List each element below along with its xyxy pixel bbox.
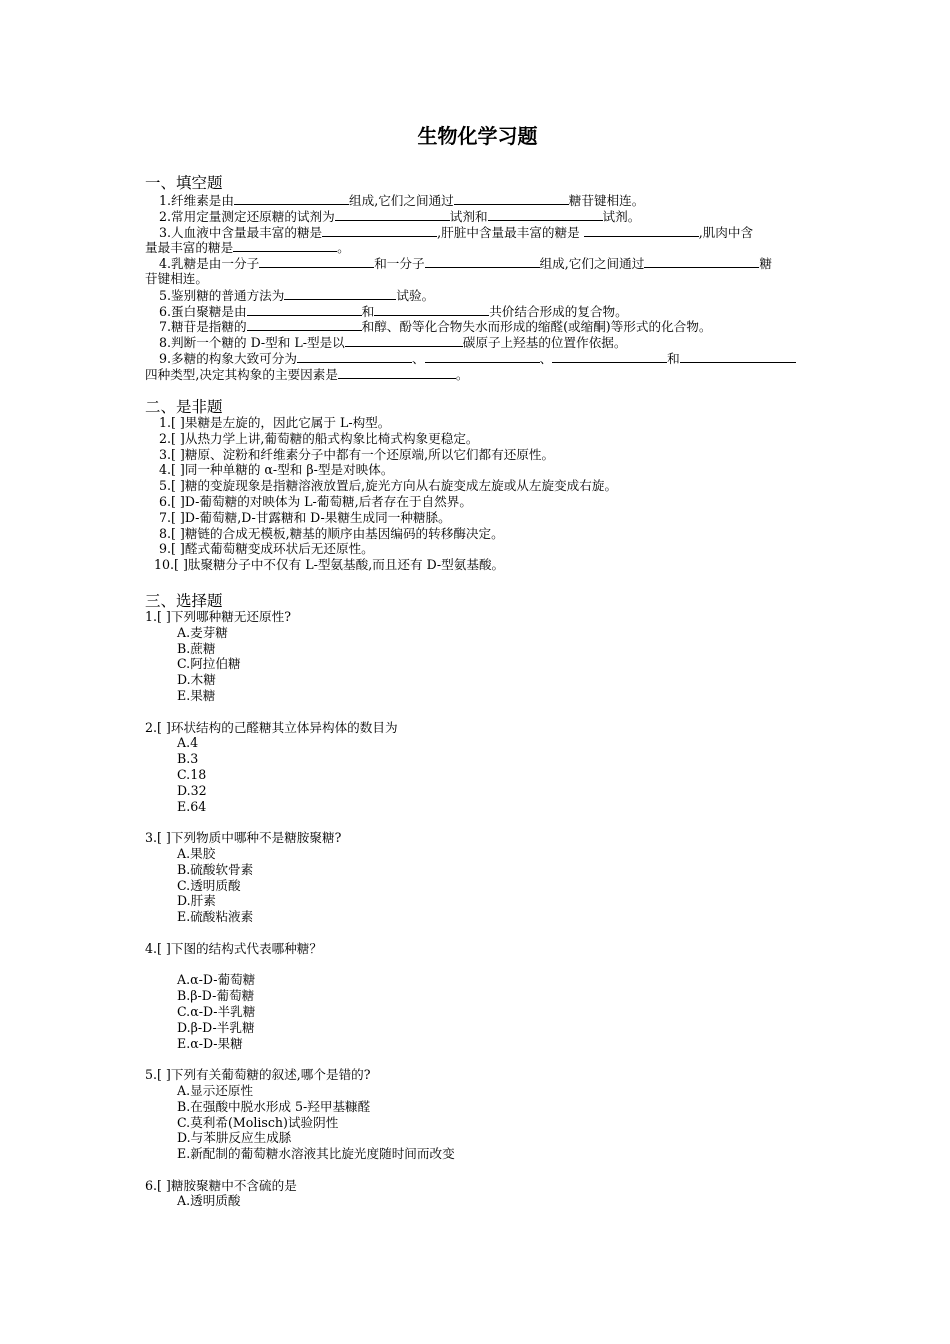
mc-option: D.肝素 bbox=[177, 893, 216, 909]
tf-item: 8.[ ]糖链的合成无模板,糖基的顺序由基因编码的转移酶决定。 bbox=[159, 525, 504, 541]
page-title: 生物化学习题 bbox=[417, 124, 538, 148]
tf-questions bbox=[145, 415, 810, 573]
mc-option: E.硫酸粘液素 bbox=[177, 909, 254, 925]
answer-blank[interactable] bbox=[234, 192, 349, 205]
answer-blank[interactable] bbox=[644, 255, 759, 268]
mc-option: E.果糖 bbox=[177, 687, 216, 703]
mc-option: C.阿拉伯糖 bbox=[177, 656, 241, 672]
section-heading-mc: 三、选择题 bbox=[145, 592, 223, 610]
answer-blank[interactable] bbox=[284, 287, 396, 300]
tf-item: 2.[ ]从热力学上讲,葡萄糖的船式构象比椅式构象更稳定。 bbox=[159, 430, 479, 446]
section-heading-tf: 二、是非题 bbox=[145, 398, 223, 416]
answer-blank[interactable] bbox=[454, 192, 569, 205]
answer-blank[interactable] bbox=[322, 224, 437, 237]
mc-option: D.β-D-半乳糖 bbox=[177, 1019, 255, 1035]
tf-item: 3.[ ]糖原、淀粉和纤维素分子中都有一个还原端,所以它们都有还原性。 bbox=[159, 446, 555, 462]
tf-item: 5.[ ]糖的变旋现象是指糖溶液放置后,旋光方向从右旋变成左旋或从左旋变成右旋。 bbox=[159, 478, 618, 494]
answer-blank[interactable] bbox=[338, 366, 456, 379]
mc-option: D.32 bbox=[177, 782, 207, 798]
answer-blank[interactable] bbox=[297, 350, 412, 363]
fill-q4: 4.乳糖是由一分子 和一分子 组成,它们之间通过 糖 bbox=[159, 256, 772, 272]
fill-q1: 1.纤维素是由 组成,它们之间通过 糖苷键相连。 bbox=[159, 193, 645, 208]
mc-option: C.莫利希(Molisch)试验阴性 bbox=[177, 1114, 339, 1130]
answer-blank[interactable] bbox=[425, 350, 540, 363]
mc-option: B.蔗糖 bbox=[177, 640, 216, 656]
fill-q2: 2.常用定量测定还原糖的试剂为 试剂和 试剂。 bbox=[159, 208, 641, 224]
fill-q6: 6.蛋白聚糖是由 和 共价结合形成的复合物。 bbox=[159, 303, 628, 319]
answer-blank[interactable] bbox=[425, 255, 540, 268]
mc-q1-stem: 1.[ ]下列哪种糖无还原性? bbox=[145, 609, 291, 624]
mc-option: D.木糖 bbox=[177, 672, 216, 688]
answer-blank[interactable] bbox=[335, 208, 450, 221]
tf-item: 1.[ ]果糖是左旋的，因此它属于 L-构型。 bbox=[159, 415, 391, 430]
mc-option: B.3 bbox=[177, 751, 199, 767]
tf-item: 6.[ ]D-葡萄糖的对映体为 L-葡萄糖,后者存在于自然界。 bbox=[159, 493, 472, 509]
mc-option: A.透明质酸 bbox=[177, 1193, 241, 1209]
answer-blank[interactable] bbox=[259, 255, 374, 268]
mc-option: A.α-D-葡萄糖 bbox=[177, 972, 256, 988]
mc-option: B.β-D-葡萄糖 bbox=[177, 988, 255, 1004]
fill-q5: 5.鉴别糖的普通方法为 试验。 bbox=[159, 287, 435, 303]
mc-option: E.64 bbox=[177, 798, 207, 814]
mc-option: E.α-D-果糖 bbox=[177, 1035, 243, 1051]
fill-q3: 3.人血液中含量最丰富的糖是 ,肝脏中含量最丰富的糖是 ,肌肉中含 bbox=[159, 224, 754, 240]
mc-option: B.在强酸中脱水形成 5-羟甲基糠醛 bbox=[177, 1098, 371, 1114]
mc-option: D.与苯肼反应生成脎 bbox=[177, 1130, 292, 1146]
answer-blank[interactable] bbox=[488, 208, 603, 221]
tf-item: 9.[ ]醛式葡萄糖变成环状后无还原性。 bbox=[159, 541, 374, 557]
mc-option: A.麦芽糖 bbox=[177, 624, 228, 640]
mc-option: C.18 bbox=[177, 766, 207, 782]
answer-blank[interactable] bbox=[374, 303, 489, 316]
mc-option: A.果胶 bbox=[177, 845, 216, 861]
mc-option: A.4 bbox=[177, 735, 199, 751]
mc-q4-stem: 4.[ ]下图的结构式代表哪种糖？ bbox=[145, 940, 322, 956]
mc-option: E.新配制的葡萄糖水溶液其比旋光度随时间而改变 bbox=[177, 1146, 455, 1162]
mc-q2-stem: 2.[ ]环状结构的己醛糖其立体异构体的数目为 bbox=[145, 719, 398, 735]
fill-q7: 7.糖苷是指糖的 和醇、酚等化合物失水而形成的缩醛(或缩酮)等形式的化合物。 bbox=[159, 319, 712, 335]
tf-item: 4.[ ]同一种单糖的 α-型和 β-型是对映体。 bbox=[159, 462, 394, 478]
tf-item: 10.[ ]肽聚糖分子中不仅有 L-型氨基酸,而且还有 D-型氨基酸。 bbox=[154, 557, 505, 573]
mc-option: A.显示还原性 bbox=[177, 1082, 254, 1098]
mc-questions bbox=[145, 609, 810, 1209]
answer-blank[interactable] bbox=[247, 318, 362, 331]
answer-blank[interactable] bbox=[345, 334, 463, 347]
fill-q9: 9.多糖的构象大致可分为 、 、 和 bbox=[145, 350, 810, 366]
fill-q3-cont: 量最丰富的糖是 。 bbox=[145, 240, 350, 256]
fill-q9-cont: 四种类型,决定其构象的主要因素是 。 bbox=[145, 366, 469, 382]
fill-questions bbox=[145, 192, 810, 382]
mc-option: C.透明质酸 bbox=[177, 877, 241, 893]
mc-q5-stem: 5.[ ]下列有关葡萄糖的叙述,哪个是错的? bbox=[145, 1067, 371, 1083]
section-heading-fill: 一、填空题 bbox=[145, 174, 223, 192]
mc-q6-stem: 6.[ ]糖胺聚糖中不含硫的是 bbox=[145, 1177, 297, 1193]
mc-q3-stem: 3.[ ]下列物质中哪种不是糖胺聚糖? bbox=[145, 830, 342, 846]
fill-q8: 8.判断一个糖的 D-型和 L-型是以 碳原子上羟基的位置作依据。 bbox=[159, 335, 627, 351]
answer-blank[interactable] bbox=[247, 303, 362, 316]
mc-option: C.α-D-半乳糖 bbox=[177, 1003, 256, 1019]
answer-blank[interactable] bbox=[680, 350, 796, 363]
fill-q4-cont: 苷键相连。 bbox=[145, 270, 208, 286]
mc-option: B.硫酸软骨素 bbox=[177, 861, 254, 877]
answer-blank[interactable] bbox=[233, 239, 337, 252]
tf-item: 7.[ ]D-葡萄糖,D-甘露糖和 D-果糖生成同一种糖脎。 bbox=[159, 509, 451, 525]
answer-blank[interactable] bbox=[584, 224, 699, 237]
answer-blank[interactable] bbox=[552, 350, 667, 363]
